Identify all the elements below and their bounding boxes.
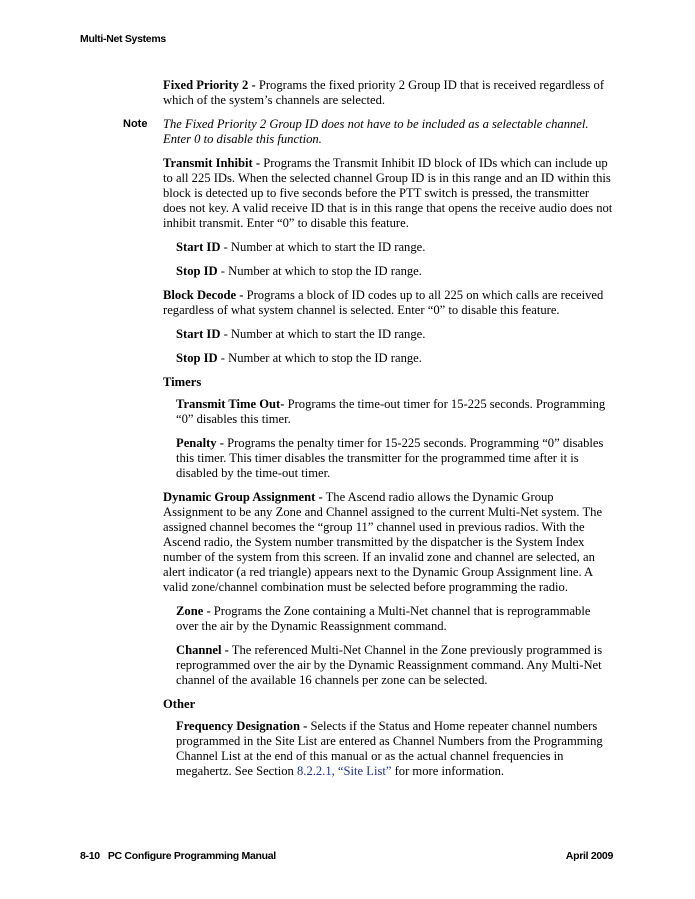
block-decode-label: Block Decode - (163, 288, 244, 302)
note-label: Note (123, 118, 148, 130)
note-block (123, 117, 615, 147)
transmit-inhibit-text: Programs the Transmit Inhibit ID block of IDs which can include up to all 225 IDs. When the selected channel Group ID is in this range and an ID within this block is detected up to five seconds before the PTT switch is pressed, the transmitter does not key. A valid receive ID that is in this range that opens the receive audio does not inhibit transmit. Enter “0” to disable this feature. (163, 156, 613, 230)
transmit-inhibit-label: Transmit Inhibit - (163, 156, 261, 170)
zone-paragraph: Zone - Programs the Zone containing a Multi-Net channel that is reprogrammable over the air by the Dynamic Reassignment command. (176, 604, 591, 633)
manual-title: PC Configure Programming Manual (107, 850, 276, 862)
other-heading: Other (163, 697, 196, 711)
dynamic-group-assignment-paragraph: Dynamic Group Assignment - The Ascend radio allows the Dynamic Group Assignment to be any Zone and Channel assigned to the current Multi-Net system. The assigned channel becomes the “group 11” channel used in previous radios. With the Ascend radio, the System number transmitted by the dispatcher is the System Index number of the system from this screen. If an invalid zone and channel are selected, an alert indicator (a red triangle) appears next to the Dynamic Group Assignment line. A valid zone/channel combination must be selected before programming the radio. (163, 490, 603, 594)
footer-left (80, 850, 276, 862)
block-decode-start-id: Start ID - Number at which to start the ID range. (176, 327, 426, 341)
footer-date: April 2009 (565, 850, 613, 862)
block-decode-stop-id: Stop ID - Number at which to stop the ID range. (176, 351, 422, 365)
transmit-inhibit-start-id: Start ID - Number at which to start the ID range. (176, 240, 426, 254)
transmit-inhibit-paragraph (163, 156, 615, 231)
timers-heading: Timers (163, 375, 202, 389)
transmit-inhibit-stop-id: Stop ID - Number at which to stop the ID range. (176, 264, 422, 278)
fixed-priority-2-text: Programs the fixed priority 2 Group ID that is received regardless of which of the system’s channels are selected. (163, 78, 605, 107)
fixed-priority-2-paragraph (163, 78, 615, 108)
site-list-link[interactable]: 8.2.2.1, “Site List” (297, 764, 392, 778)
frequency-designation-paragraph: Frequency Designation - Selects if the Status and Home repeater channel numbers programmed in the Site List are entered as Channel Numbers from the Programming Channel List at the end of this manual or as the actual channel frequencies in megahertz. See Section 8.2.2.1, “Site List” for more information. (176, 719, 603, 778)
block-decode-text: Programs a block of ID codes up to all 225 on which calls are received regardless of what system channel is selected. Enter “0” to disable this feature. (163, 288, 604, 317)
channel-paragraph: Channel - The referenced Multi-Net Channel in the Zone previously programmed is reprogrammed over the air by the Dynamic Reassignment command. Any Multi-Net channel of the available 16 channels per zone can be selected. (176, 643, 603, 687)
penalty-paragraph: Penalty - Programs the penalty timer for 15-225 seconds. Programming “0” disables this timer. This timer disables the transmitter for the programmed time after it is disabled by the time-out timer. (176, 436, 604, 480)
fixed-priority-2-label: Fixed Priority 2 - (163, 78, 256, 92)
running-header: Multi-Net Systems (80, 33, 166, 45)
page-body (123, 78, 615, 788)
note-text: The Fixed Priority 2 Group ID does not have to be included as a selectable channel. Enter 0 to disable this function. (163, 117, 589, 146)
page-number: 8-10 (80, 850, 100, 862)
transmit-time-out-paragraph: Transmit Time Out- Programs the time-out timer for 15-225 seconds. Programming “0” disables this timer. (176, 397, 606, 426)
block-decode-paragraph (163, 288, 615, 318)
